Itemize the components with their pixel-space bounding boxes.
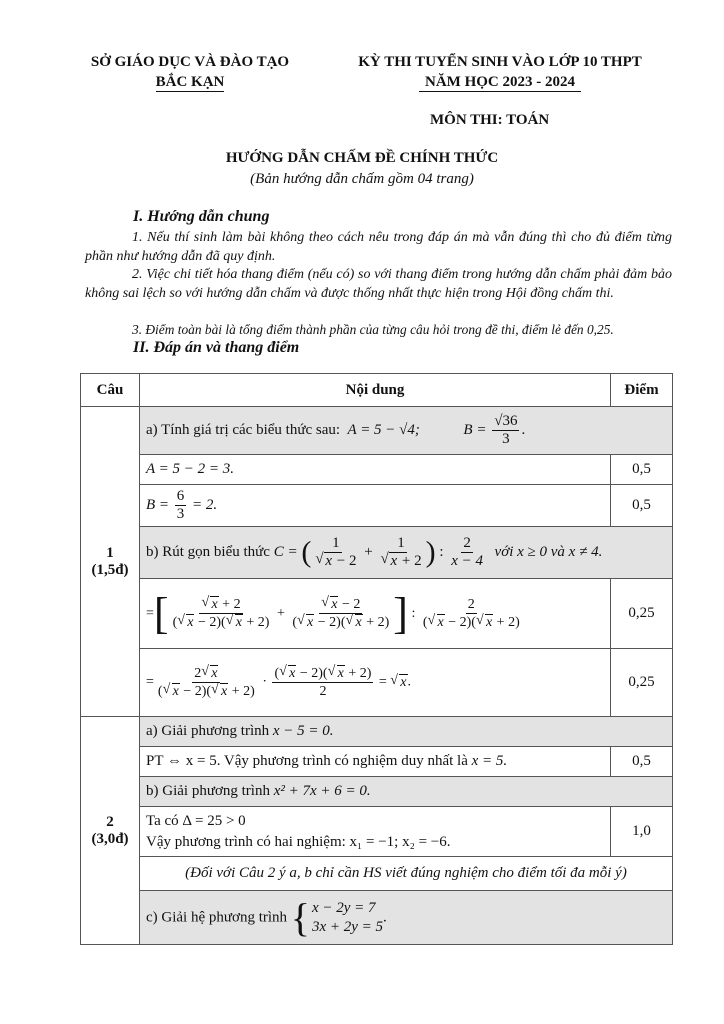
document-title: HƯỚNG DẪN CHẤM ĐỀ CHÍNH THỨC: [225, 150, 499, 166]
score-cell: 1,0: [611, 807, 673, 857]
table-row: [81, 717, 673, 747]
section-1-heading: I. Hướng dẫn chung: [133, 208, 270, 225]
table-row: [81, 891, 673, 945]
q1-b-prompt: b) Rút gọn biểu thức C = ( 1 √ x − 2 + 1 √ x + 2 ) : $\frac{2}{x - 4}$ với x ≥ 0 và x ≠ 4.: [140, 527, 673, 579]
table-row: [81, 527, 673, 579]
score-cell: 0,5: [611, 485, 673, 527]
document-subtitle: (Bản hướng dẫn chấm gồm 04 trang): [250, 171, 474, 187]
q1-a-prompt: a) Tính giá trị các biểu thức sau: A = 5 − √4; B = $\frac{√36}{3}$ .: [140, 407, 673, 455]
header-left: [70, 52, 310, 92]
table-row: [81, 485, 673, 527]
table-row: [81, 747, 673, 777]
q1-b-step2: = $\frac{2√ x}{(√ x - 2)(√ x + 2)}$ · $\frac{(√ x - 2)(√ x + 2)}{2}$ = √ x.: [140, 649, 611, 717]
table-row: [81, 407, 673, 455]
guide-item-3: 3. Điểm toàn bài là tổng điểm thành phần của từng câu hỏi trong đề thi, điểm lẻ đến 0,25.: [132, 322, 614, 337]
guide-item-1: 1. Nếu thí sinh làm bài không theo cách nêu trong đáp án mà vẫn đúng thì cho đủ điểm từng phần như hướng dẫn đã quy định.: [85, 230, 672, 264]
score-cell: 0,5: [611, 747, 673, 777]
table-row: [81, 777, 673, 807]
header-question: Câu: [81, 374, 140, 407]
exam-subject: MÔN THI: TOÁN: [430, 112, 550, 128]
q2-note: (Đối với Câu 2 ý a, b chỉ cần HS viết đúng nghiệm cho điểm tối đa mỗi ý): [140, 857, 673, 891]
exam-name: KỲ THI TUYỂN SINH VÀO LỚP 10 THPT: [358, 54, 642, 70]
table-row: [81, 807, 673, 857]
section-2-heading: II. Đáp án và thang điểm: [133, 339, 300, 356]
score-cell: 0,5: [611, 455, 673, 485]
table-row: [81, 649, 673, 717]
q1-b-step1: =[ √ $\frac{x + 2}{(√ x - 2)(√ x + 2)}$ + √ $\frac{x - 2}{(√ x - 2)(√ x + 2)}$ ] : $\frac{2}{(√ x - 2)(√ x + 2)}$: [140, 579, 611, 649]
header-right: [330, 52, 670, 92]
q2-c-prompt: c) Giải hệ phương trình { x − 2y = 7 3x + 2y = 5 .: [140, 891, 673, 945]
q2-a-prompt: a) Giải phương trình x − 5 = 0.: [140, 717, 673, 747]
table-row: [81, 857, 673, 891]
question-1-cell: 1 (1,5đ): [81, 407, 140, 717]
q2-b-solution: Ta có Δ = 25 > 0 Vậy phương trình có hai nghiệm: x₁ = −1; x₂ = −6.: [140, 807, 611, 857]
province-name: BẮC KẠN: [155, 74, 225, 90]
table-header-row: [81, 374, 673, 407]
guide-item-2: 2. Việc chi tiết hóa thang điểm (nếu có) so với thang điểm trong hướng dẫn chấm phải đảm bảo không sai lệch so với hướng dẫn chấm và được thống nhất thực hiện trong Hội đồng chấm thi.: [85, 267, 672, 301]
department-name: SỞ GIÁO DỤC VÀ ĐÀO TẠO: [90, 54, 290, 70]
answer-table: [80, 373, 673, 945]
table-row: [81, 455, 673, 485]
q1-row-B: B = $\frac{6}{3}$ = 2.: [140, 485, 611, 527]
question-2-cell: 2 (3,0đ): [81, 717, 140, 945]
score-cell: 0,25: [611, 579, 673, 649]
table-row: [81, 579, 673, 649]
school-year: NĂM HỌC 2023 - 2024: [419, 73, 581, 92]
header-content: Nội dung: [140, 374, 611, 407]
q1-row-A: A = 5 − 2 = 3.: [140, 455, 611, 485]
q2-b-prompt: b) Giải phương trình x² + 7x + 6 = 0.: [140, 777, 673, 807]
q2-a-solution: PT ⇔ x = 5. Vậy phương trình có nghiệm duy nhất là x = 5.: [140, 747, 611, 777]
score-cell: 0,25: [611, 649, 673, 717]
header-score: Điểm: [611, 374, 673, 407]
